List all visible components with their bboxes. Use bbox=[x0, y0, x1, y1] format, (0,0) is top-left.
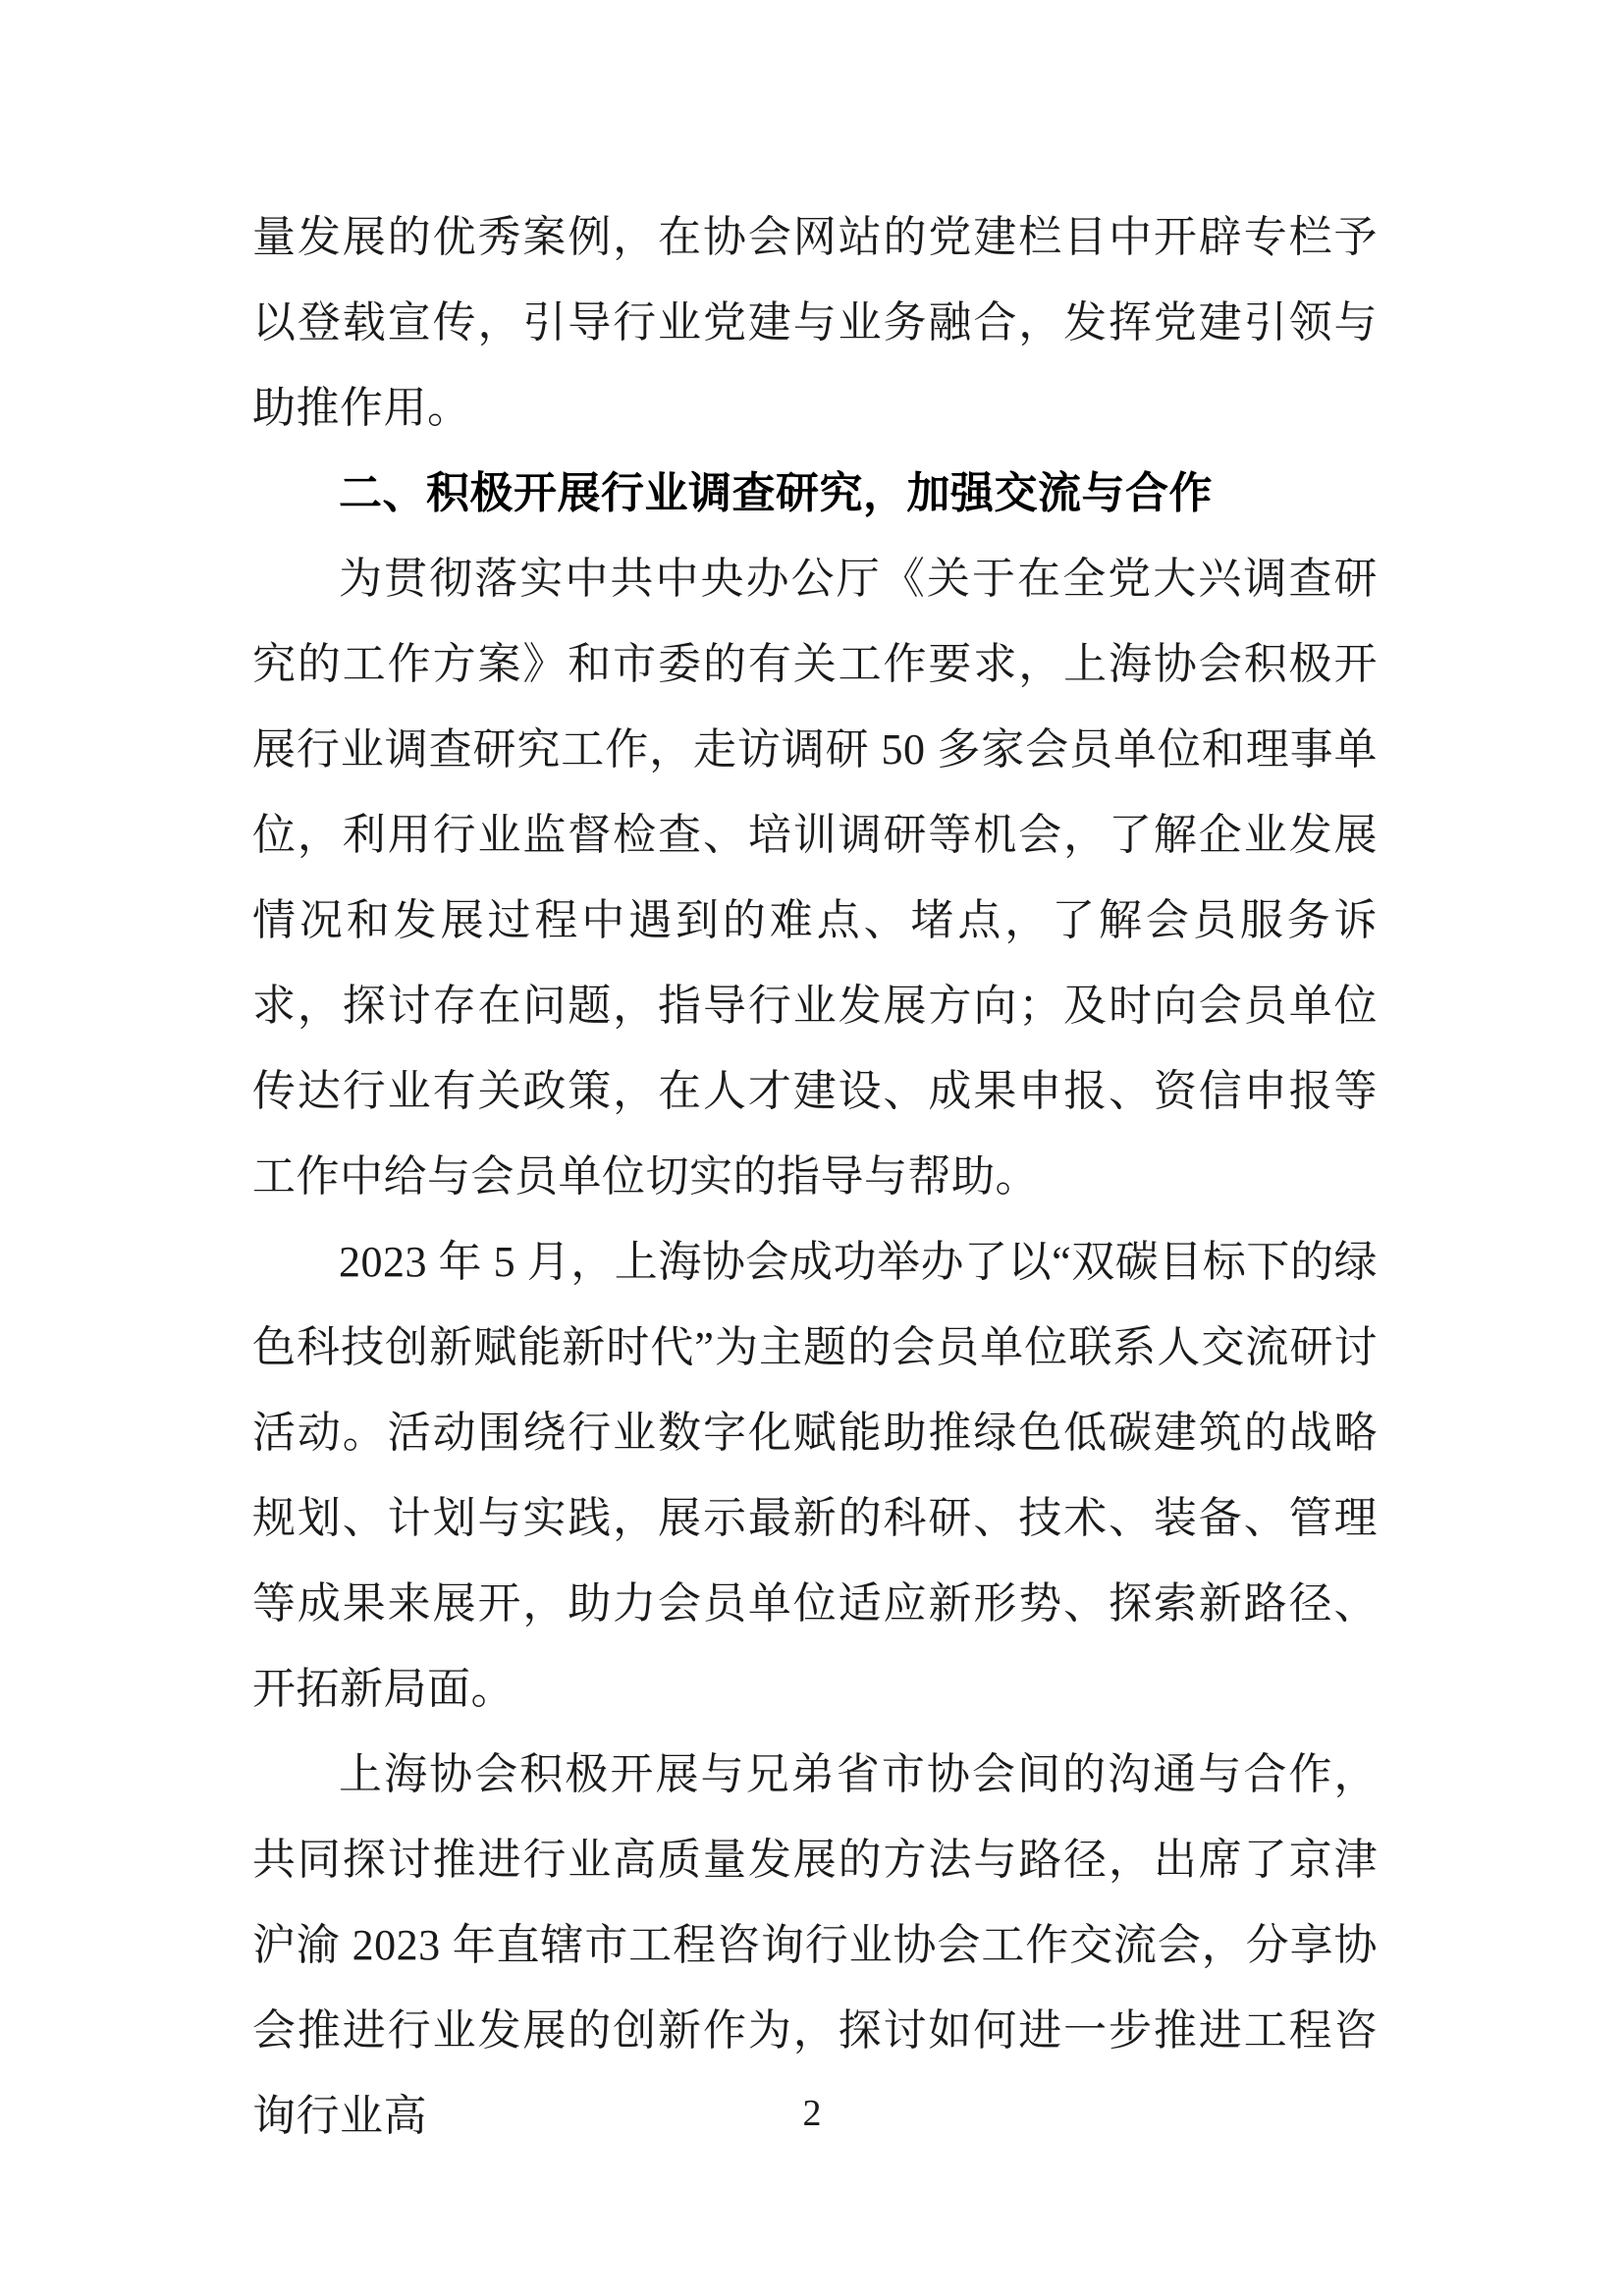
section-heading: 二、积极开展行业调查研究，加强交流与合作 bbox=[339, 469, 1213, 517]
paragraph-survey-research: 为贯彻落实中共中央办公厅《关于在全党大兴调查研究的工作方案》和市委的有关工作要求，上海协会积极开展行业调查研究工作，走访调研 50 多家会员单位和理事单位，利用行业监督检查、培训调研等机会，了解企业发展情况和发展过程中遇到的难点、堵点，了解会员服务诉求，探讨存在问题，指导行业发展方向；及时向会员单位传达行业有关政策，在人才建设、成果申报、资信申报等工作中给与会员单位切实的指导与帮助。 bbox=[252, 555, 1378, 1201]
paragraph-inter-association-cooperation: 上海协会积极开展与兄弟省市协会间的沟通与合作，共同探讨推进行业高质量发展的方法与路径，出席了京津沪渝 2023 年直辖市工程咨询行业协会工作交流会，分享协会推进行业发展的创新作为，探讨如何进一步推进工程咨询行业高 bbox=[252, 1750, 1378, 2140]
document-body bbox=[252, 194, 1378, 2159]
paragraph-may-2023-event: 2023 年 5 月，上海协会成功举办了以“双碳目标下的绿色科技创新赋能新时代”为主题的会员单位联系人交流研讨活动。活动围绕行业数字化赋能助推绿色低碳建筑的战略规划、计划与实践，展示最新的科研、技术、装备、管理等成果来展开，助力会员单位适应新形势、探索新路径、开拓新局面。 bbox=[252, 1238, 1378, 1713]
paragraph-continuation: 量发展的优秀案例，在协会网站的党建栏目中开辟专栏予以登载宣传，引导行业党建与业务融合，发挥党建引领与助推作用。 bbox=[252, 213, 1378, 432]
page-number: 2 bbox=[802, 2093, 822, 2134]
